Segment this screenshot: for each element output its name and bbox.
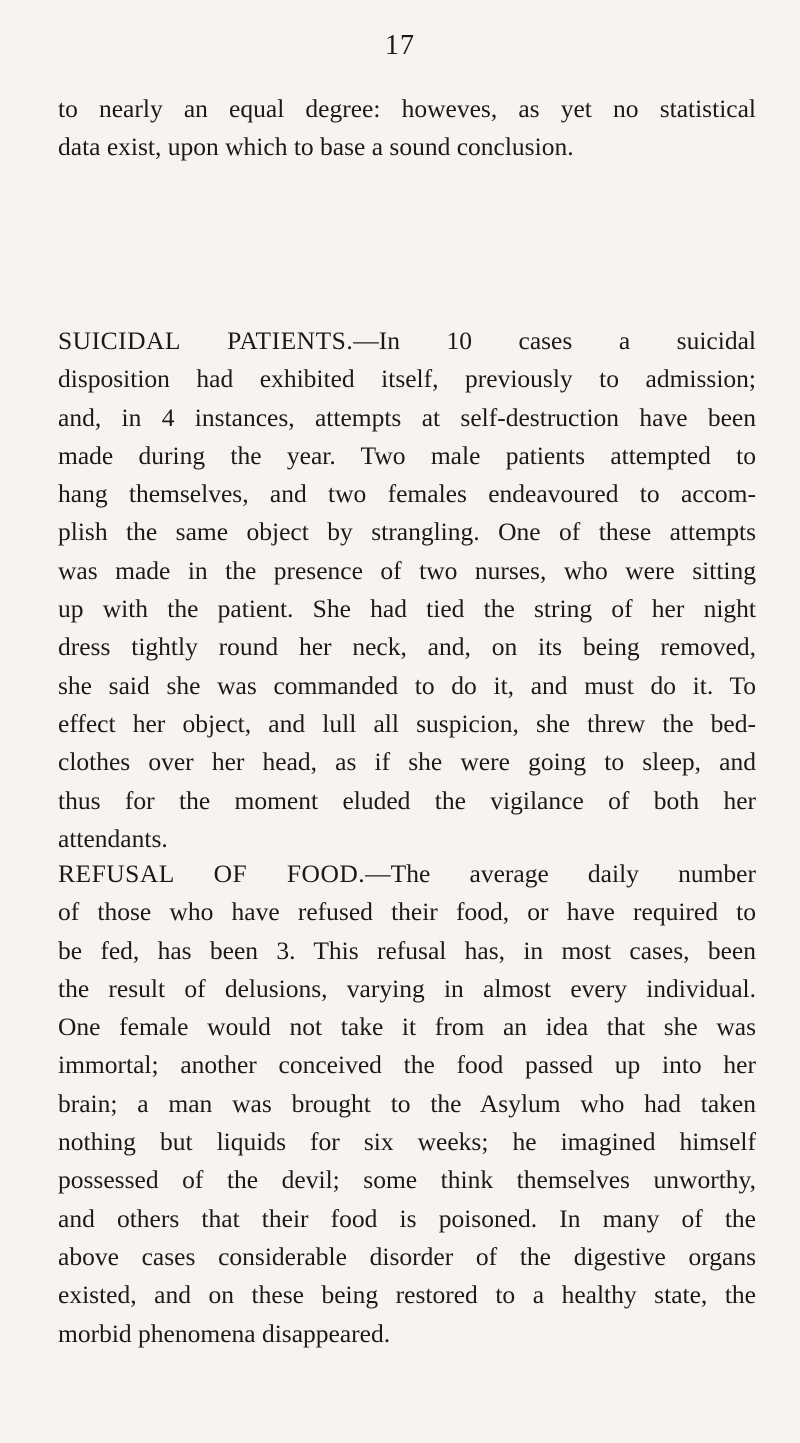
text-line: of those who have refused their food, or have required to [58,897,756,927]
text-line: brain; a man was brought to the Asylum who had taken [58,1088,756,1118]
text-line: thus for the moment eluded the vigilance of both her [58,785,756,815]
text-line: effect her object, and lull all suspicion, she threw the bed- [58,708,756,738]
text-line: existed, and on these being restored to a healthy state, the [58,1280,756,1310]
text-line: One female would not take it from an idea that she was [58,1012,756,1042]
text-line: and others that their food is poisoned. In many of the [58,1203,756,1233]
text-line: to nearly an equal degree: howeves, as yet no statistical [58,94,756,123]
text-line-content: —In 10 cases a suicidal [353,326,756,355]
text-line: be fed, has been 3. This refusal has, in most cases, been [58,935,756,965]
text-line: plish the same object by strangling. One of these attempts [58,517,756,547]
text-line: made during the year. Two male patients attempted to [58,440,756,470]
text-line: the result of delusions, varying in almost every individual. [58,973,756,1003]
paragraph-suicidal-patients [58,322,756,858]
text-line: attendants. [58,823,168,853]
text-line [58,855,756,893]
section-heading-refusal-of-food: REFUSAL OF FOOD. [58,859,366,888]
text-line: possessed of the devil; some think themselves unworthy, [58,1165,756,1195]
text-line: nothing but liquids for six weeks; he imagined himself [58,1127,756,1157]
text-line: disposition had exhibited itself, previously to admission; [58,364,756,394]
text-line: she said she was commanded to do it, and must do it. To [58,670,756,700]
text-line: clothes over her head, as if she were going to sleep, and [58,747,756,777]
text-line: was made in the presence of two nurses, who were sitting [58,555,756,585]
paragraph-continuation [58,90,756,167]
text-line: immortal; another conceived the food passed up into her [58,1050,756,1080]
text-line: dress tightly round her neck, and, on its being removed, [58,632,756,662]
text-line: hang themselves, and two females endeavoured to accom- [58,479,756,509]
section-heading-suicidal-patients: SUICIDAL PATIENTS. [58,326,354,355]
text-line [58,322,756,360]
text-line-content: —The average daily number [365,859,756,888]
text-line: data exist, upon which to base a sound conclusion. [58,132,574,162]
text-line: morbid phenomena disappeared. [58,1318,391,1348]
page-number: 17 [385,30,415,61]
text-line: above cases considerable disorder of the digestive organs [58,1241,756,1271]
paragraph-refusal-of-food [58,855,756,1353]
text-line: and, in 4 instances, attempts at self-destruction have been [58,402,756,432]
text-line: up with the patient. She had tied the string of her night [58,594,756,624]
